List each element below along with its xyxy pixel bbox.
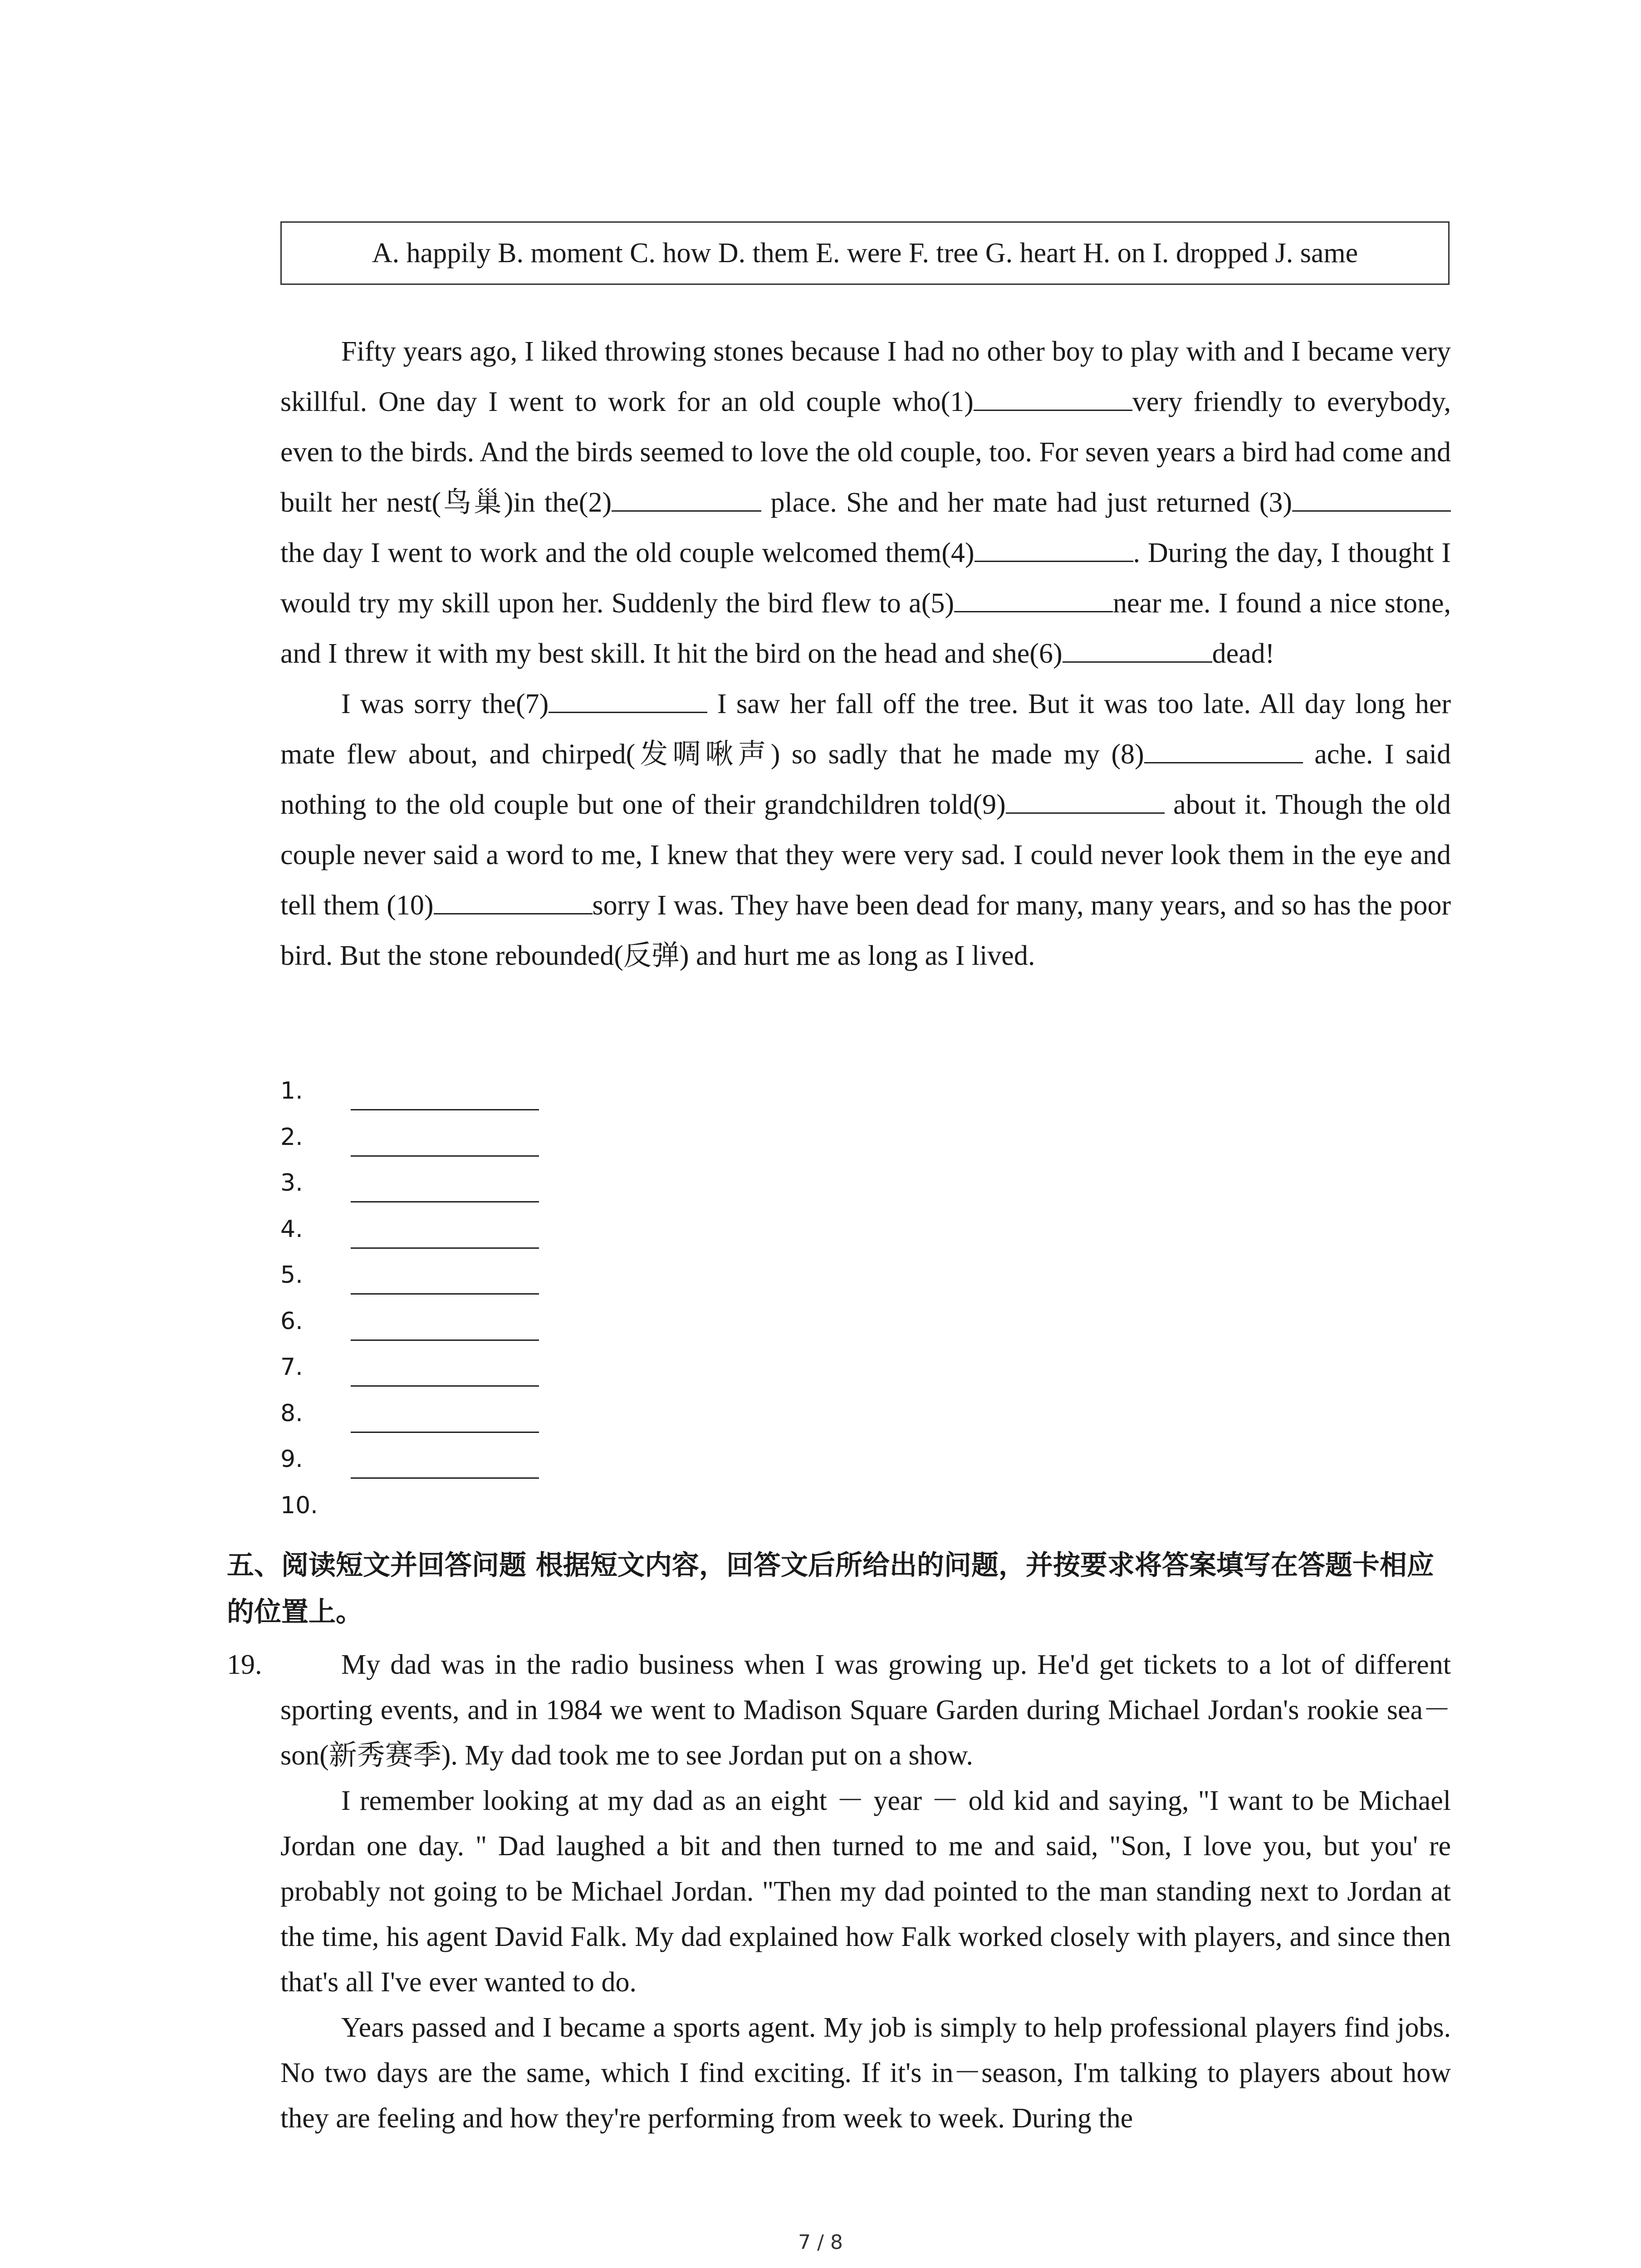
cloze-paragraph-2: I was sorry the(7) I saw her fall off the tree. But it was too late. All day long her mate flew about, and chirped(发啁啾声) so sadly that he made my (8) ache. I said nothing to the old couple but one of their grandchildren told(9) about it. Though the old couple never said a word to me, I knew that they were very sad. I could never look them in the eye and tell them (10) sorry I was. They have been dead for many, many years, and so has the poor bird. But the stone rebounded(反弹) and hurt me as long as I lived. bbox=[280, 679, 1451, 981]
blank-2 bbox=[612, 482, 761, 512]
blank-10 bbox=[434, 885, 593, 914]
cloze-passage bbox=[280, 327, 1451, 981]
blank-5 bbox=[954, 583, 1113, 612]
blank-7 bbox=[549, 684, 707, 713]
document-page: A. happily B. moment C. how D. them E. were F. tree G. heart H. on I. dropped J. same Fifty years ago, I liked throwing stones because I had no other boy to play with and I became very skillful. One day I went to work for an old couple who(1) very friendly to everybody, even to the birds. And the birds seemed to love the old couple, too. For seven years a bird had come and built her nest(鸟巢)in the(2) place. She and her mate had just returned (3) the day I went to work and the old couple welcomed them(4) . During the day, I thought I would try my skill upon her. Suddenly the bird flew to a(5) near me. I found a nice stone, and I threw it with my best skill. It hit the bird on the head and she(6) dead! I was sorry the(7) I saw her fall off the tree. But it was too late. All day long her mate flew about, and chirped(发啁啾声) so sadly that he made my (8) ache. I said nothing to the old couple but one of their grandchildren told(9) about it. Though the old couple never said a word to me, I knew that they were very sad. I could never look them in the eye and tell them (10) sorry I was. They have been dead for many, many years, and so has the poor bird. But the stone rebounded(反弹) and hurt me as long as I lived. 1. 2. 3. 4. 5. 6. 7. 8. 9. 10. 五、阅读短文并回答问题 根据短文内容，回答文后所给出的问题，并按要求将答案填写在答题卡相应的位置上。 19. My dad was in the radio business when I was growing up. He'd get tickets to a lot of different sporting events, and in 1984 we went to Madison Square Garden during Michael Jordan's rookie sea－ son(新秀赛季). My dad took me to see Jordan put on a show. I remember looking at my dad as an eight － year － old kid and saying, "I want to be Michael Jordan one day. " Dad laughed a bit and then turned to me and said, "Son, I love you, but you' re probably not going to be Michael Jordan. "Then my dad pointed to the man standing next to Jordan at the time, his agent David Falk. My dad explained how Falk worked closely with players, and since then that's all I've ever wanted to do. Years passed and I became a sports agent. My job is simply to help professional players find jobs. No two days are the same, which I find exciting. If it's in－season, I'm talking to players about how they are feeling and how they're performing from week to week. During the 7 / 8 bbox=[0, 0, 1641, 2268]
answer-line[interactable] bbox=[351, 1432, 539, 1433]
reading-paragraph-1: My dad was in the radio business when I was growing up. He'd get tickets to a lot of different sporting events, and in 1984 we went to Madison Square Garden during Michael Jordan's rookie sea－ son(新秀赛季). My dad took me to see Jordan put on a show. bbox=[280, 1649, 1451, 1771]
answer-line[interactable] bbox=[351, 1385, 539, 1387]
answer-line[interactable] bbox=[351, 1155, 539, 1157]
question-number: 19. bbox=[227, 1649, 262, 1680]
blank-3 bbox=[1292, 482, 1451, 512]
answer-line[interactable] bbox=[351, 1109, 539, 1110]
reading-paragraph-2: I remember looking at my dad as an eight － year － old kid and saying, "I want to be Michael Jordan one day. " Dad laughed a bit and then turned to me and said, "Son, I love you, but you' re probably not going to be Michael Jordan. "Then my dad pointed to the man standing next to Jordan at the time, his agent David Falk. My dad explained how Falk worked closely with players, and since then that's all I've ever wanted to do. bbox=[280, 1785, 1451, 1998]
blank-4 bbox=[975, 533, 1133, 562]
answer-line[interactable] bbox=[351, 1293, 539, 1295]
blank-9 bbox=[1006, 784, 1165, 814]
answer-line[interactable] bbox=[351, 1477, 539, 1479]
answer-line[interactable] bbox=[351, 1201, 539, 1202]
word-bank-box bbox=[280, 221, 1450, 285]
word-bank-text: A. happily B. moment C. how D. them E. were F. tree G. heart H. on I. dropped J. same bbox=[372, 237, 1358, 269]
reading-passage bbox=[280, 1642, 1451, 2141]
cloze-paragraph-1: Fifty years ago, I liked throwing stones because I had no other boy to play with and I became very skillful. One day I went to work for an old couple who(1) very friendly to everybody, even to the birds. And the birds seemed to love the old couple, too. For seven years a bird had come and built her nest(鸟巢)in the(2) place. She and her mate had just returned (3) the day I went to work and the old couple welcomed them(4) . During the day, I thought I would try my skill upon her. Suddenly the bird flew to a(5) near me. I found a nice stone, and I threw it with my best skill. It hit the bird on the head and she(6) dead! bbox=[280, 336, 1451, 669]
page-number: 7 / 8 bbox=[798, 2231, 843, 2254]
blank-6 bbox=[1063, 633, 1212, 663]
reading-paragraph-3: Years passed and I became a sports agent. My job is simply to help professional players find jobs. No two days are the same, which I find exciting. If it's in－season, I'm talking to players about how they are feeling and how they're performing from week to week. During the bbox=[280, 2012, 1451, 2134]
answer-line[interactable] bbox=[351, 1339, 539, 1341]
section-five-title: 五、阅读短文并回答问题 根据短文内容，回答文后所给出的问题，并按要求将答案填写在答题卡相应的位置上。 bbox=[227, 1549, 1434, 1628]
blank-8 bbox=[1144, 734, 1303, 763]
blank-1 bbox=[974, 381, 1132, 411]
answer-line[interactable] bbox=[351, 1247, 539, 1249]
